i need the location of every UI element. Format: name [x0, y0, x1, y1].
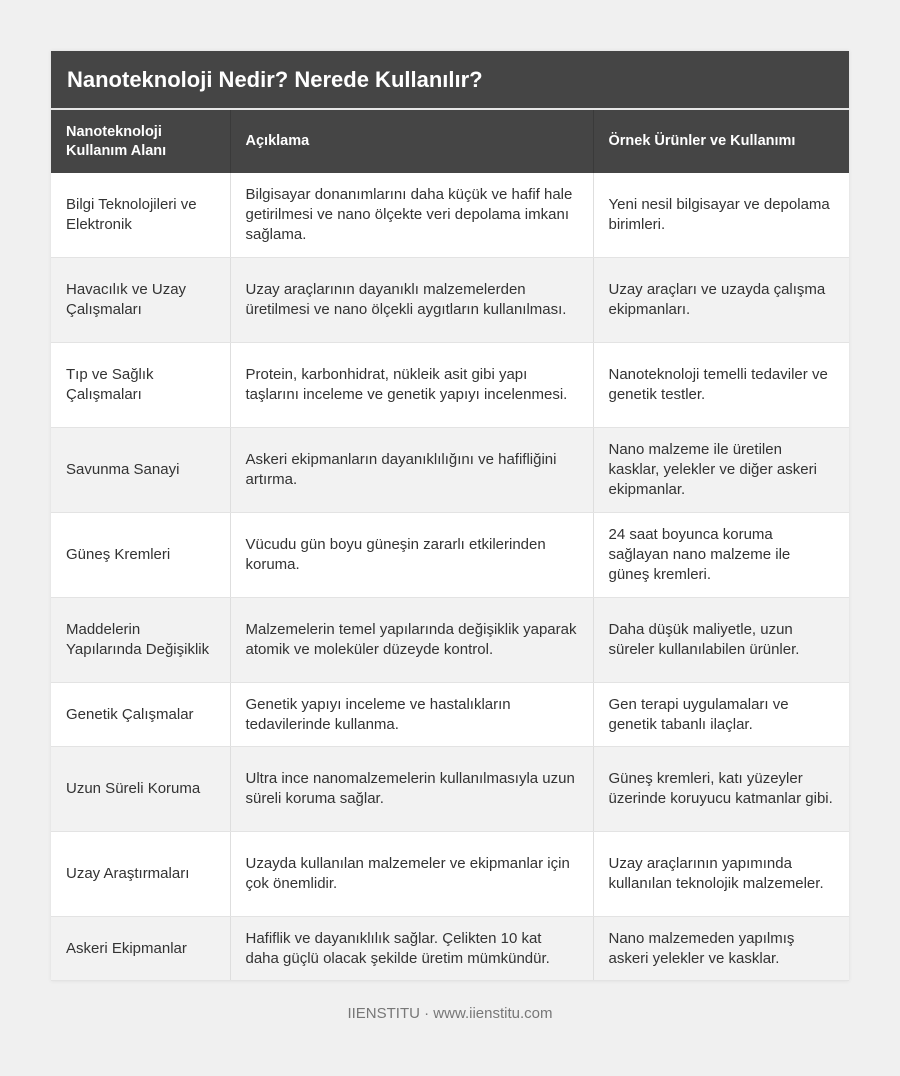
cell-description: Uzayda kullanılan malzemeler ve ekipmanlar için çok önemlidir. [230, 832, 593, 917]
cell-description: Hafiflik ve dayanıklılık sağlar. Çelikten 10 kat daha güçlü olacak şekilde üretim mümkündür. [230, 917, 593, 981]
cell-usage-area: Savunma Sanayi [51, 428, 230, 513]
cell-usage-area: Maddelerin Yapılarında Değişiklik [51, 598, 230, 683]
usage-table [51, 110, 849, 981]
cell-description: Genetik yapıyı inceleme ve hastalıkların tedavilerinde kullanma. [230, 683, 593, 747]
cell-usage-area: Genetik Çalışmalar [51, 683, 230, 747]
cell-examples: Nano malzemeden yapılmış askeri yelekler ve kasklar. [593, 917, 849, 981]
cell-examples: Uzay araçlarının yapımında kullanılan teknolojik malzemeler. [593, 832, 849, 917]
cell-description: Bilgisayar donanımlarını daha küçük ve hafif hale getirilmesi ve nano ölçekte veri depolama imkanı sağlama. [230, 173, 593, 258]
table-header-row [51, 110, 849, 173]
table-row [51, 343, 849, 428]
cell-examples: Daha düşük maliyetle, uzun süreler kullanılabilen ürünler. [593, 598, 849, 683]
table-title: Nanoteknoloji Nedir? Nerede Kullanılır? [51, 51, 849, 108]
cell-usage-area: Uzun Süreli Koruma [51, 747, 230, 832]
cell-usage-area: Tıp ve Sağlık Çalışmaları [51, 343, 230, 428]
table-row [51, 258, 849, 343]
column-header-usage-area: Nanoteknoloji Kullanım Alanı [51, 110, 230, 173]
table-card [51, 51, 849, 981]
cell-description: Malzemelerin temel yapılarında değişiklik yaparak atomik ve moleküler düzeyde kontrol. [230, 598, 593, 683]
column-header-description: Açıklama [230, 110, 593, 173]
table-row [51, 173, 849, 258]
column-header-examples: Örnek Ürünler ve Kullanımı [593, 110, 849, 173]
table-row [51, 832, 849, 917]
cell-examples: Gen terapi uygulamaları ve genetik tabanlı ilaçlar. [593, 683, 849, 747]
cell-examples: 24 saat boyunca koruma sağlayan nano malzeme ile güneş kremleri. [593, 513, 849, 598]
cell-usage-area: Havacılık ve Uzay Çalışmaları [51, 258, 230, 343]
cell-usage-area: Bilgi Teknolojileri ve Elektronik [51, 173, 230, 258]
cell-usage-area: Güneş Kremleri [51, 513, 230, 598]
cell-description: Protein, karbonhidrat, nükleik asit gibi yapı taşlarını inceleme ve genetik yapıyı incelenmesi. [230, 343, 593, 428]
cell-examples: Uzay araçları ve uzayda çalışma ekipmanları. [593, 258, 849, 343]
cell-examples: Yeni nesil bilgisayar ve depolama birimleri. [593, 173, 849, 258]
cell-description: Vücudu gün boyu güneşin zararlı etkilerinden koruma. [230, 513, 593, 598]
cell-description: Uzay araçlarının dayanıklı malzemelerden üretilmesi ve nano ölçekli aygıtların kullanılması. [230, 258, 593, 343]
cell-examples: Güneş kremleri, katı yüzeyler üzerinde koruyucu katmanlar gibi. [593, 747, 849, 832]
table-row [51, 917, 849, 981]
table-row [51, 513, 849, 598]
cell-examples: Nano malzeme ile üretilen kasklar, yelekler ve diğer askeri ekipmanlar. [593, 428, 849, 513]
footer-credit: IIENSTITU · www.iienstitu.com [347, 1005, 553, 1022]
cell-usage-area: Uzay Araştırmaları [51, 832, 230, 917]
table-row [51, 428, 849, 513]
table-row [51, 747, 849, 832]
cell-examples: Nanoteknoloji temelli tedaviler ve genetik testler. [593, 343, 849, 428]
cell-description: Ultra ince nanomalzemelerin kullanılmasıyla uzun süreli koruma sağlar. [230, 747, 593, 832]
table-row [51, 598, 849, 683]
table-row [51, 683, 849, 747]
cell-usage-area: Askeri Ekipmanlar [51, 917, 230, 981]
cell-description: Askeri ekipmanların dayanıklılığını ve hafifliğini artırma. [230, 428, 593, 513]
